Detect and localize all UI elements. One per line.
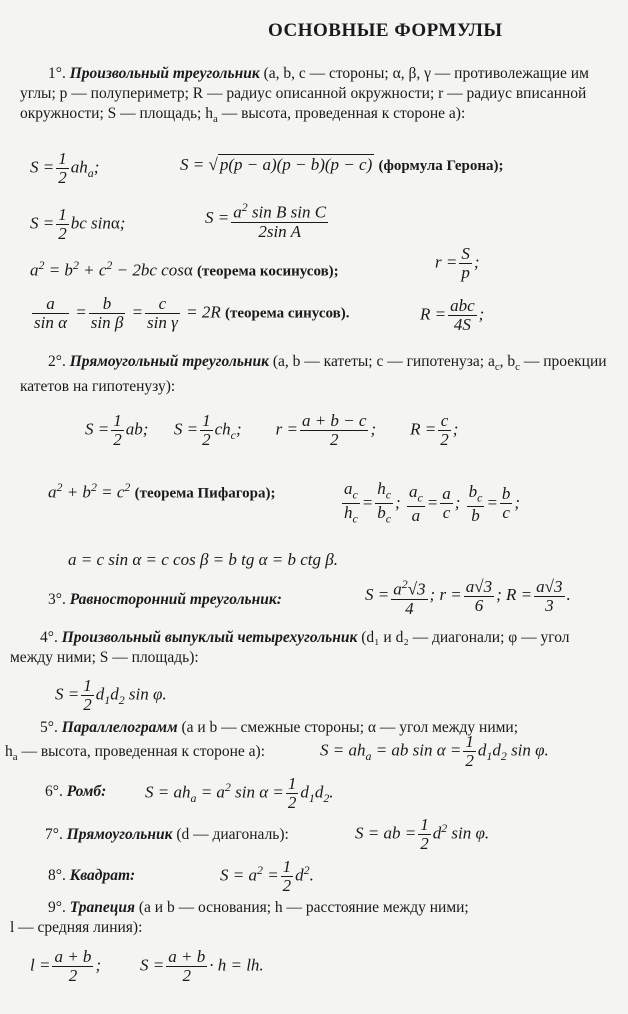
formula-midline: l = $\frac{a + b}{2}$ ; [30,947,102,985]
pyth-note: (теорема Пифагора); [134,485,276,502]
formula-proportions: $\frac{a_c}{h_c}$ = $\frac{h_c}{b_c}$ ; $\frac{a_c}{a}$ = $\frac{a}{c}$ ; $\frac{b_c}{b}$ = $\frac{b}{c}$ ; [344,479,521,526]
heron-note: (формула Герона); [378,158,504,174]
section-9-number: 9°. [48,899,66,916]
section-3-number: 3°. [48,591,66,608]
section-7-line [45,825,289,845]
formula-right-triangle-row: S = $\frac{1}{2}$ ab; S = $\frac{1}{2}$ $ch_c$; r = $\frac{a + b - c}{2}$ ; R = $\frac{c}{2}$ ; [85,411,459,449]
formula-area-aha: S = $\frac{1}{2}$ $ah_a$; [30,149,100,187]
section-4-number: 4°. [40,629,58,646]
section-9-text: (a и b — основания; h — расстояние между ними; [138,899,469,916]
section-7-number: 7°. [45,826,63,843]
cos-note: (теорема косинусов); [196,263,339,280]
section-5-number: 5°. [40,719,58,736]
formula-area-bc-sin: S = $\frac{1}{2}$ bc sinα; [30,205,126,243]
section-9-heading: Трапеция [69,899,136,916]
section-4-intro [10,628,615,668]
section-5-heading: Параллелограмм [61,719,178,736]
section-5-intro-2 [5,742,265,767]
section-5-sub: a [12,751,18,764]
formula-rhombus: $S = ah_a = a^2$ sin α = $\frac{1}{2}$ $d_1d_2$. [145,774,334,812]
formula-quadrilateral: S = $\frac{1}{2}$ $d_1d_2$ sin φ. [55,676,167,714]
formula-pythagoras: $a^2 + b^2 = c^2$ (теорема Пифагора); [48,480,276,502]
section-2-sub-1: c [494,361,500,374]
section-9-intro-2: l — средняя линия): [10,919,143,936]
formula-square: $S = a^2$ = $\frac{1}{2}$ $d^2$. [220,857,314,895]
section-5-text-end: — высота, проведенная к стороне a): [21,743,266,760]
formula-trig-relations: a = c sin α = c cos β = b tg α = b ctg β. [68,550,338,569]
formula-cos-theorem: $a^2 = b^2 + c^2 - 2bc$ cosα (теорема косинусов); [30,258,339,280]
section-8-number: 8°. [48,867,66,884]
section-6-heading: Ромб: [66,783,107,800]
formula-sin-theorem: $\frac{a}{\text{sin α}}$ = $\frac{b}{\text{sin β}}$ = $\frac{c}{\text{sin γ}}$ = 2R (теорема синусов). [34,294,350,332]
section-3-line [48,590,282,610]
section-2-heading: Прямоугольный треугольник [69,353,269,370]
section-5-h: h [5,743,13,760]
section-9-intro [48,898,469,918]
section-2-intro [20,352,610,397]
formula-parallelogram: $S = ah_a$ = ab sin α = $\frac{1}{2}$ $d_1d_2$ sin φ. [320,732,549,770]
section-6-number: 6°. [45,783,63,800]
formula-area-angles: S = $\frac{a^2 \sin B \sin C}{\text{2sin A}}$ [205,200,327,241]
section-2-text: (a, b — катеты; c — гипотенуза; a [272,353,495,370]
formula-equilateral: S = $\frac{a^2√3}{4}$ ; r = $\frac{a√3}{6}$ ; R = $\frac{a√3}{3}$ . [365,576,571,618]
section-2-number: 2°. [48,353,66,370]
section-3-heading: Равносторонний треугольник: [69,591,282,608]
section-2-text-end: — проекции катетов на гипотенузу): [20,353,607,396]
section-8-line [48,866,135,886]
page-title: ОСНОВНЫЕ ФОРМУЛЫ [268,20,503,41]
formula-trapezoid: S = $\frac{a + b}{2}$ · h = lh. [140,947,264,985]
section-4-heading: Произвольный выпуклый четырехугольник [61,629,358,646]
sin-note: (теорема синусов). [224,305,350,322]
section-1-sub: a [213,113,218,126]
section-1-text: (a, b, c — стороны; α, β, γ — противолежащие им углы; p — полупериметр; R — радиус описанной окружности; r — радиус вписанной окружности; S — площадь; h [20,65,589,122]
section-1-text-end: — высота, проведенная к стороне a): [221,105,466,122]
section-6-line [45,782,106,802]
section-2-text-mid: , b [499,353,516,370]
section-4-text: (d₁ и d₂ — диагонали; φ — угол между ними; S — площадь): [10,629,570,666]
formula-heron: S = √ p(p − a)(p − b)(p − c) (формула Герона); [180,155,504,174]
section-7-heading: Прямоугольник [66,826,173,843]
formula-inradius: r = $\frac{S}{p}$ ; [435,244,480,282]
section-8-heading: Квадрат: [69,867,136,884]
section-2-sub-2: c [515,361,520,374]
section-5-text: (a и b — смежные стороны; α — угол между ними; [181,719,519,736]
section-1-intro [20,64,610,129]
formula-circumradius: R = $\frac{\text{abc}}{4S}$ ; [420,296,485,334]
section-1-heading: Произвольный треугольник [69,65,260,82]
section-7-text: (d — диагональ): [176,826,289,843]
section-1-number: 1°. [48,65,66,82]
formula-rectangle: S = ab = $\frac{1}{2}$ $d^2$ sin φ. [355,815,490,853]
